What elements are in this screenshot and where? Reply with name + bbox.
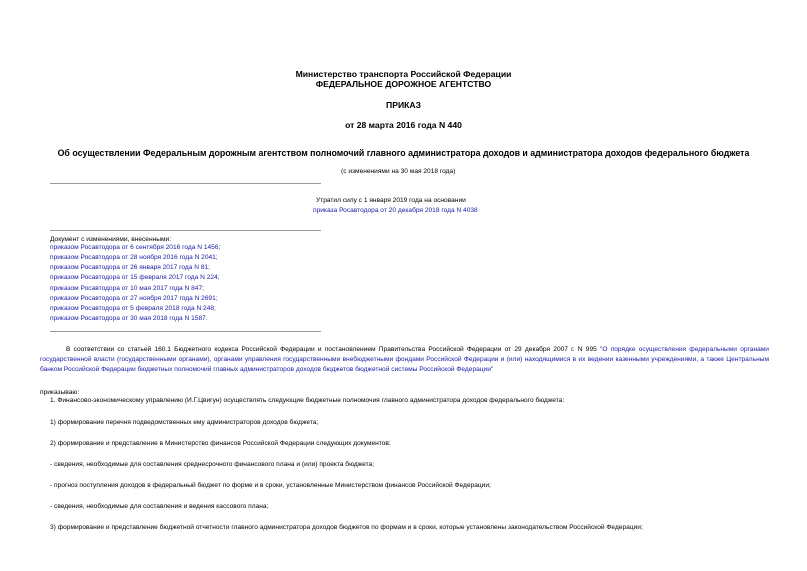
amendment-link[interactable]: приказом Росавтодора от 28 ноября 2016 года N 2041;: [50, 254, 218, 261]
divider: [50, 183, 321, 184]
order-item: 3) формирование и представление бюджетной отчетности главного администратора доходов бюджетов по формам и в сроки, которые установлены законодательством Российской Федерации;: [50, 524, 643, 531]
document-title: Об осуществлении Федеральным дорожным агентством полномочий главного администратора доходов и администратора доходов федерального бюджета: [57, 148, 750, 158]
revision-note: (с изменениями на 30 мая 2018 года): [341, 168, 456, 175]
order-item: - сведения, необходимые для составления и ведения кассового плана;: [50, 503, 269, 510]
agency-name: ФЕДЕРАЛЬНОЕ ДОРОЖНОЕ АГЕНТСТВО: [315, 79, 492, 89]
order-item: 1) формирование перечня подведомственных ему администраторов доходов бюджета;: [50, 419, 319, 426]
amendment-link[interactable]: приказом Росавтодора от 26 января 2017 года N 81;: [50, 264, 211, 271]
amendment-link[interactable]: приказом Росавтодора от 6 сентября 2016 года N 1456;: [50, 244, 221, 251]
order-word: приказываю:: [40, 389, 80, 396]
order-item: 1. Финансово-экономическому управлению (И.Г.Цвигун) осуществлять следующие бюджетные полномочия главного администратора доходов федерального бюджета:: [50, 397, 565, 404]
document-type: ПРИКАЗ: [386, 100, 421, 110]
document-date: от 28 марта 2016 года N 440: [345, 120, 462, 130]
ministry-name: Министерство транспорта Российской Федерации: [295, 69, 512, 79]
preamble-paragraph: [40, 345, 769, 374]
preamble-link[interactable]: "О порядке осуществления федеральными органами государственной власти (государственными органами), органами управления государственными внебюджетными фондами Российской Федерации и (или) находящимися в их ведении казенными учреждениями, а также Центральным банком Российской Федерации бюджетных полномочий главных администраторов доходов бюджетов бюджетной системы Российской Федерации": [40, 346, 769, 373]
amendment-link[interactable]: приказом Росавтодора от 30 мая 2018 года N 1587.: [50, 315, 208, 322]
amendment-link[interactable]: приказом Росавтодора от 5 февраля 2018 года N 248;: [50, 305, 216, 312]
divider: [50, 331, 321, 332]
preamble-text: В соответствии со статьей 160.1 Бюджетного кодекса Российской Федерации и постановлением Правительства Российской Федерации от 29 декабря 2007 г. N 995: [66, 346, 600, 353]
divider: [50, 230, 321, 231]
order-item: - прогноз поступления доходов в федеральный бюджет по форме и в сроки, установленные Министерством финансов Российской Федерации;: [50, 482, 491, 489]
amendment-link[interactable]: приказом Росавтодора от 27 ноября 2017 года N 2691;: [50, 295, 218, 302]
status-link[interactable]: приказа Росавтодора от 20 декабря 2018 года N 4038: [313, 207, 478, 214]
amendments-heading: Документ с изменениями, внесенными:: [50, 236, 172, 243]
amendment-link[interactable]: приказом Росавтодора от 15 февраля 2017 года N 224;: [50, 274, 220, 281]
order-item: - сведения, необходимые для составления среднесрочного финансового плана и (или) проекта бюджета;: [50, 461, 375, 468]
amendment-link[interactable]: приказом Росавтодора от 10 мая 2017 года N 847;: [50, 285, 204, 292]
order-item: 2) формирование и представление в Министерство финансов Российской Федерации следующих документов:: [50, 440, 391, 447]
status-line: Утратил силу с 1 января 2019 года на основании: [316, 197, 466, 204]
